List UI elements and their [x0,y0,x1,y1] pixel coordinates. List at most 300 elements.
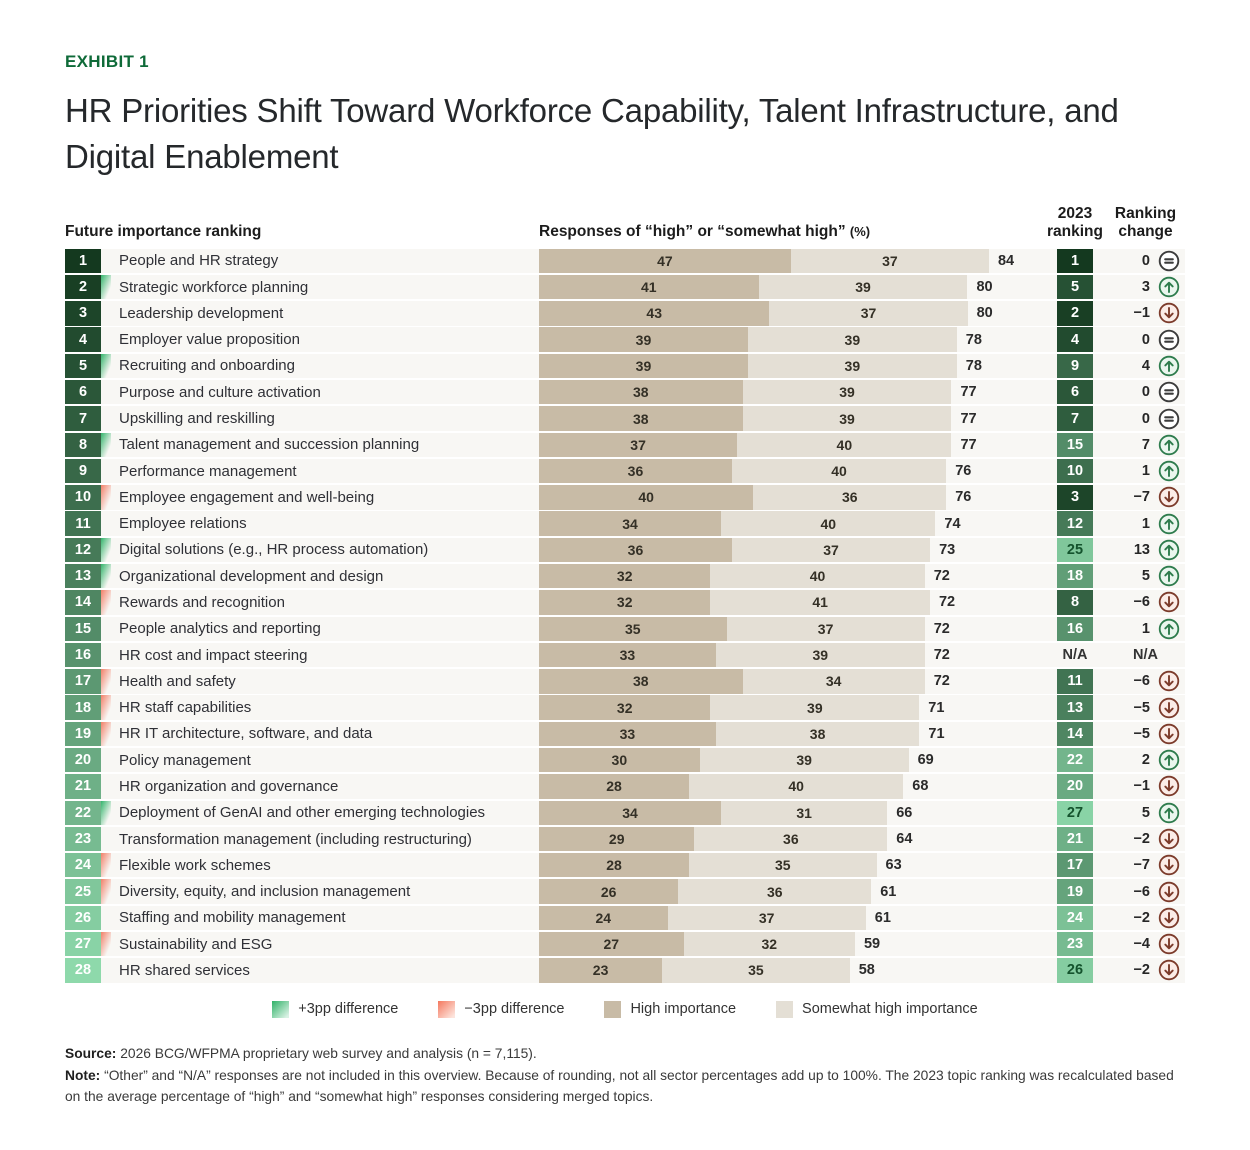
diff-strip-empty [101,301,111,325]
topic-label: Flexible work schemes [119,856,271,874]
table-row [65,354,1185,378]
bar-zone [539,380,1044,404]
topic-label: Transformation management (including restructuring) [119,830,472,848]
total-value: 78 [965,357,982,374]
table-row [65,590,1185,614]
total-value: 77 [960,410,977,427]
rank-2023-badge: 9 [1057,354,1093,378]
ranking-change-cell [1106,669,1185,693]
rank-badge: 6 [65,380,101,404]
ranking-change-cell [1106,827,1185,851]
total-value: 68 [912,778,929,795]
change-value: 0 [1141,252,1150,269]
down-arrow-icon [1158,697,1180,719]
bar-zone [539,301,1044,325]
light-swatch [776,1001,793,1018]
change-value: −5 [1133,699,1150,716]
table-row [65,722,1185,746]
stacked-bar [539,327,957,351]
rank-2023-cell [1044,643,1106,667]
table-row [65,617,1185,641]
ranking-change-cell [1106,695,1185,719]
rank-badge: 16 [65,643,101,667]
somewhat-high-segment: 31 [721,801,887,825]
rank-2023-badge: 23 [1057,932,1093,956]
bar-zone [539,748,1044,772]
rank-2023-badge: 12 [1057,511,1093,535]
up-arrow-icon [1158,802,1180,824]
bar-zone [539,354,1044,378]
rank-2023-badge: 6 [1057,380,1093,404]
table-row [65,958,1185,982]
stacked-bar [539,433,951,457]
table-header [65,205,1185,242]
down-arrow-icon [1158,302,1180,324]
total-value: 74 [944,515,961,532]
rank-2023-cell [1044,406,1106,430]
diff-strip-empty [101,643,111,667]
bar-zone [539,932,1044,956]
change-na: N/A [1133,647,1158,664]
ranking-table [65,249,1185,983]
down-arrow-icon [1158,591,1180,613]
rank-badge: 9 [65,459,101,483]
table-row [65,459,1185,483]
bar-zone [539,275,1044,299]
high-importance-segment: 38 [539,669,743,693]
rank-badge: 3 [65,301,101,325]
rank-2023-badge: 15 [1057,433,1093,457]
up-arrow-icon [1158,618,1180,640]
somewhat-high-segment: 37 [732,538,930,562]
rank-2023-cell [1044,354,1106,378]
rank-2023-cell [1044,511,1106,535]
bar-zone [539,406,1044,430]
somewhat-high-segment: 39 [743,380,952,404]
high-importance-segment: 34 [539,801,721,825]
table-row [65,695,1185,719]
ranking-change-cell [1106,590,1185,614]
somewhat-high-segment: 37 [727,617,925,641]
stacked-bar [539,249,989,273]
change-value: 0 [1141,331,1150,348]
rank-badge: 23 [65,827,101,851]
somewhat-high-segment: 39 [748,354,957,378]
table-row [65,301,1185,325]
change-value: 0 [1141,384,1150,401]
stacked-bar [539,801,887,825]
somewhat-high-segment: 39 [748,327,957,351]
bar-zone [539,722,1044,746]
somewhat-high-segment: 37 [668,906,866,930]
high-importance-segment: 41 [539,275,759,299]
topic-label: HR shared services [119,961,250,979]
diff-strip-empty [101,380,111,404]
change-value: −6 [1133,673,1150,690]
stacked-bar [539,275,967,299]
table-row [65,275,1185,299]
high-importance-segment: 27 [539,932,684,956]
diff-strip-empty [101,827,111,851]
diff-strip-empty [101,511,111,535]
ranking-change-cell [1106,801,1185,825]
rank-2023-cell [1044,722,1106,746]
somewhat-high-segment: 40 [737,433,951,457]
high-importance-segment: 39 [539,354,748,378]
change-value: −5 [1133,725,1150,742]
rank-2023-cell [1044,590,1106,614]
plus-diff-strip [101,538,111,562]
somewhat-high-segment: 36 [753,485,946,509]
table-row [65,801,1185,825]
high-importance-segment: 37 [539,433,737,457]
change-value: 1 [1141,620,1150,637]
note-line [65,1066,1185,1107]
down-arrow-icon [1158,907,1180,929]
down-arrow-icon [1158,486,1180,508]
stacked-bar [539,590,930,614]
change-value: −1 [1133,778,1150,795]
rank-badge: 20 [65,748,101,772]
stacked-bar [539,538,930,562]
rank-2023-cell [1044,485,1106,509]
rank-2023-badge: 20 [1057,774,1093,798]
rank-2023-cell [1044,433,1106,457]
change-value: 7 [1141,436,1150,453]
rank-2023-badge: 11 [1057,669,1093,693]
bar-zone [539,564,1044,588]
rank-badge: 27 [65,932,101,956]
legend-item [604,1001,736,1018]
high-importance-segment: 32 [539,695,710,719]
high-importance-segment: 33 [539,722,716,746]
rank-2023-badge: 4 [1057,327,1093,351]
high-importance-segment: 47 [539,249,791,273]
ranking-change-cell [1106,879,1185,903]
change-value: 5 [1141,568,1150,585]
somewhat-high-segment: 39 [716,643,925,667]
bar-zone [539,643,1044,667]
change-value: −2 [1133,962,1150,979]
rank-2023-cell [1044,853,1106,877]
ranking-change-cell [1106,327,1185,351]
rank-2023-cell [1044,538,1106,562]
source-label: Source: [65,1045,117,1061]
rank-2023-cell [1044,669,1106,693]
high-importance-segment: 28 [539,774,689,798]
stacked-bar [539,879,871,903]
change-value: −7 [1133,857,1150,874]
high-importance-segment: 40 [539,485,753,509]
rank-2023-cell [1044,301,1106,325]
plus-diff-strip [101,275,111,299]
down-arrow-icon [1158,959,1180,981]
rank-2023-badge: 17 [1057,853,1093,877]
bar-zone [539,433,1044,457]
ranking-change-cell [1106,932,1185,956]
ranking-change-cell [1106,275,1185,299]
bar-zone [539,879,1044,903]
col-header-change-line1: Ranking [1114,205,1177,223]
rank-badge: 22 [65,801,101,825]
rank-badge: 5 [65,354,101,378]
down-arrow-icon [1158,723,1180,745]
rank-2023-badge: 18 [1057,564,1093,588]
total-value: 80 [976,279,993,296]
total-value: 61 [874,909,891,926]
stacked-bar [539,958,850,982]
source-line [65,1044,1185,1065]
somewhat-high-segment: 40 [710,564,924,588]
stacked-bar [539,774,903,798]
table-row [65,827,1185,851]
total-value: 76 [955,463,972,480]
topic-label: HR staff capabilities [119,699,252,717]
ranking-change-cell [1106,853,1185,877]
bar-zone [539,853,1044,877]
same-arrow-icon [1158,381,1180,403]
down-arrow-icon [1158,670,1180,692]
topic-label: Rewards and recognition [119,593,285,611]
table-row [65,774,1185,798]
rank-2023-badge: 19 [1057,879,1093,903]
change-value: 13 [1133,541,1150,558]
somewhat-high-segment: 40 [689,774,903,798]
ranking-change-cell [1106,774,1185,798]
rank-badge: 28 [65,958,101,982]
bar-zone [539,958,1044,982]
topic-label: Leadership development [119,304,284,322]
stacked-bar [539,301,968,325]
up-arrow-icon [1158,749,1180,771]
total-value: 77 [960,436,977,453]
down-arrow-icon [1158,933,1180,955]
change-value: −4 [1133,936,1150,953]
somewhat-high-segment: 35 [662,958,850,982]
topic-label: Recruiting and onboarding [119,357,295,375]
stacked-bar [539,511,935,535]
bar-zone [539,511,1044,535]
rank-2023-cell [1044,801,1106,825]
diff-strip-empty [101,459,111,483]
rank-2023-cell [1044,617,1106,641]
up-arrow-icon [1158,355,1180,377]
bar-zone [539,590,1044,614]
rank-2023-cell [1044,459,1106,483]
change-value: −6 [1133,883,1150,900]
rank-2023-badge: 13 [1057,695,1093,719]
high-importance-segment: 32 [539,590,710,614]
topic-label: Performance management [119,462,297,480]
high-importance-segment: 34 [539,511,721,535]
total-value: 80 [976,305,993,322]
legend-item [776,1001,978,1018]
total-value: 72 [938,594,956,611]
rank-2023-badge: 1 [1057,249,1093,273]
ranking-change-cell [1106,906,1185,930]
col-header-change-line2: change [1118,223,1173,241]
rank-2023-badge: 8 [1057,590,1093,614]
ranking-change-cell [1106,748,1185,772]
up-arrow-icon [1158,565,1180,587]
topic-label: Upskilling and reskilling [119,410,275,427]
diff-strip-empty [101,958,111,982]
rank-2023-cell [1044,275,1106,299]
total-value: 64 [896,831,913,847]
minus-diff-strip [101,932,111,956]
total-value: 73 [939,541,956,558]
plus-diff-strip [101,564,111,588]
bar-zone [539,249,1044,273]
stacked-bar [539,669,925,693]
stacked-bar [539,853,877,877]
rank-2023-cell [1044,380,1106,404]
somewhat-high-segment: 39 [700,748,909,772]
stacked-bar [539,617,925,641]
high-importance-segment: 24 [539,906,668,930]
rank-2023-badge: 24 [1057,906,1093,930]
high-importance-segment: 23 [539,958,662,982]
table-row [65,643,1185,667]
rank-2023-na: N/A [1062,647,1088,664]
table-row [65,380,1185,404]
total-value: 76 [955,489,972,506]
somewhat-high-segment: 38 [716,722,920,746]
total-value: 71 [928,699,945,716]
rank-2023-badge: 2 [1057,301,1093,325]
bar-zone [539,485,1044,509]
stacked-bar [539,748,909,772]
ranking-change-cell [1106,511,1185,535]
rank-badge: 18 [65,695,101,719]
total-value: 61 [880,883,897,900]
change-value: 3 [1141,279,1150,296]
somewhat-high-segment: 39 [710,695,919,719]
diff-strip-empty [101,774,111,798]
high-importance-segment: 36 [539,459,732,483]
change-value: −7 [1133,489,1150,506]
ranking-change-cell [1106,617,1185,641]
stacked-bar [539,485,946,509]
ranking-change-cell [1106,406,1185,430]
up-arrow-icon [1158,434,1180,456]
page-title: HR Priorities Shift Toward Workforce Capability, Talent Infrastructure, and Digital Enablement [65,92,1119,175]
rank-badge: 25 [65,879,101,903]
legend-label: +3pp difference [298,1001,399,1018]
ranking-change-cell [1106,485,1185,509]
change-value: 0 [1141,410,1150,427]
legend-item [272,1001,398,1018]
rank-badge: 11 [65,511,101,535]
plus-diff-strip [101,433,111,457]
plus-diff-strip [101,801,111,825]
total-value: 63 [885,857,902,874]
rank-badge: 15 [65,617,101,641]
up-arrow-icon [1158,513,1180,535]
topic-label: Employer value proposition [119,331,300,349]
topic-label: Deployment of GenAI and other emerging technologies [119,804,486,822]
somewhat-high-segment: 39 [759,275,968,299]
high-importance-segment: 29 [539,827,694,851]
diff-strip-empty [101,617,111,641]
table-row [65,669,1185,693]
stacked-bar [539,932,855,956]
diff-strip-empty [101,906,111,930]
total-value: 72 [933,568,950,585]
rank-2023-cell [1044,827,1106,851]
rank-badge: 4 [65,327,101,351]
table-row [65,906,1185,930]
stacked-bar [539,380,951,404]
topic-label: Employee engagement and well-being [119,488,375,506]
down-arrow-icon [1158,775,1180,797]
table-row [65,433,1185,457]
ranking-change-cell [1106,564,1185,588]
rank-2023-badge: 21 [1057,827,1093,851]
total-value: 77 [960,384,977,401]
legend-label: −3pp difference [464,1001,565,1018]
up-arrow-icon [1158,276,1180,298]
diff-strip-empty [101,249,111,273]
change-value: −2 [1133,909,1150,926]
rank-2023-cell [1044,564,1106,588]
same-arrow-icon [1158,329,1180,351]
rank-2023-badge: 16 [1057,617,1093,641]
topic-label: HR organization and governance [119,777,339,795]
note-label: Note: [65,1068,101,1084]
ranking-change-cell [1106,433,1185,457]
total-value: 66 [896,804,913,821]
rank-2023-cell [1044,879,1106,903]
stacked-bar [539,906,866,930]
change-value: −2 [1133,831,1150,847]
diff-strip-empty [101,327,111,351]
stacked-bar [539,406,951,430]
stacked-bar [539,695,919,719]
ranking-change-cell [1106,249,1185,273]
somewhat-high-segment: 41 [710,590,930,614]
col-header-responses-unit: (%) [849,224,871,240]
somewhat-high-segment: 35 [689,853,877,877]
ranking-change-cell [1106,354,1185,378]
down-arrow-icon [1158,828,1180,850]
rank-badge: 8 [65,433,101,457]
legend-label: Somewhat high importance [802,1001,978,1018]
topic-label: Organizational development and design [119,567,384,585]
bar-zone [539,538,1044,562]
change-value: 1 [1141,463,1150,480]
legend-label: High importance [630,1001,737,1018]
rank-badge: 14 [65,590,101,614]
rank-badge: 12 [65,538,101,562]
total-value: 71 [928,725,945,742]
ranking-change-cell [1106,722,1185,746]
table-row [65,511,1185,535]
rank-2023-badge: 3 [1057,485,1093,509]
rank-2023-cell [1044,327,1106,351]
somewhat-high-segment: 36 [694,827,887,851]
somewhat-high-segment: 39 [743,406,952,430]
green-gradient-swatch [272,1001,289,1018]
change-value: 4 [1141,357,1150,374]
rank-2023-badge: 25 [1057,538,1093,562]
ranking-change-cell [1106,459,1185,483]
topic-label: Employee relations [119,515,247,533]
stacked-bar [539,827,887,851]
table-row [65,564,1185,588]
diff-strip-empty [101,406,111,430]
rank-2023-badge: 5 [1057,275,1093,299]
